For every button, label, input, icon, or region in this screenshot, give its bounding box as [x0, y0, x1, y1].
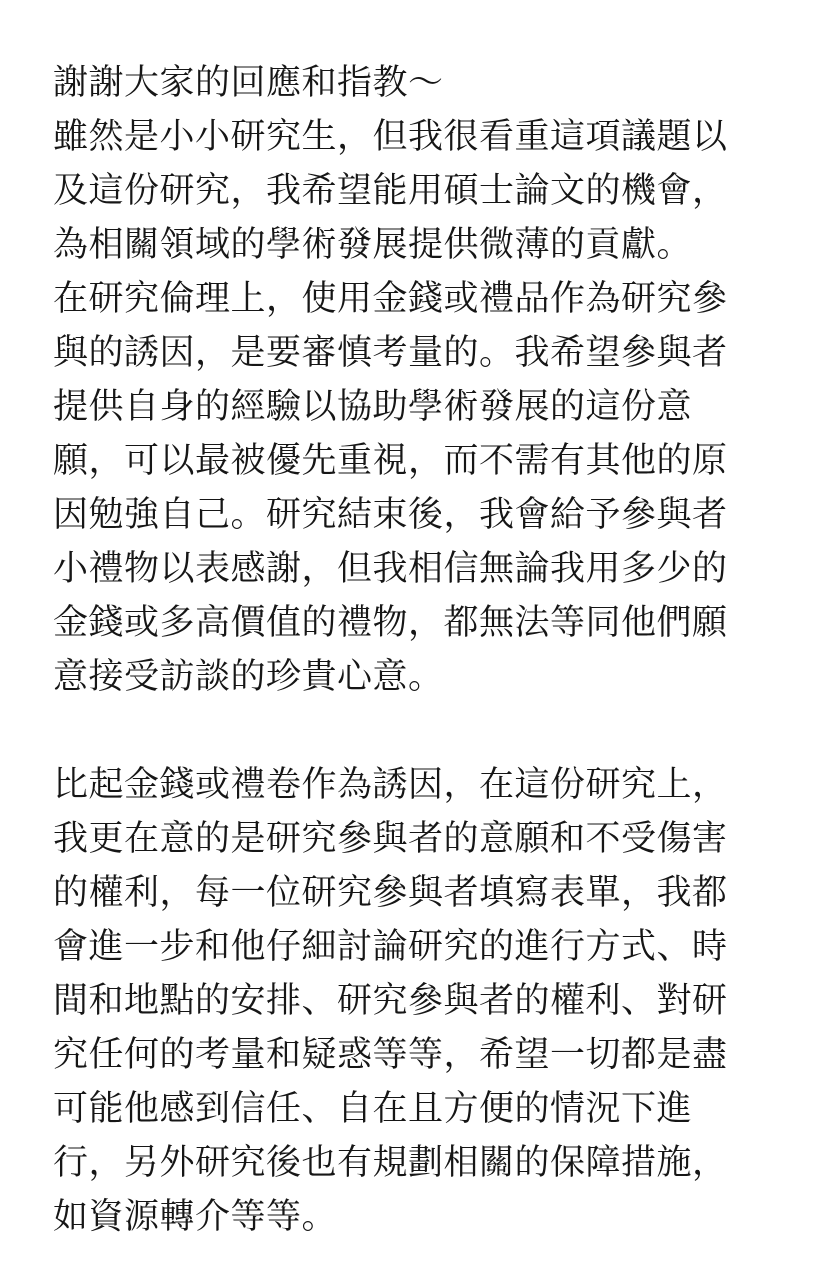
text-line: 如資源轉介等等。 — [53, 1197, 338, 1237]
text-line: 究任何的考量和疑惑等等，希望一切都是盡 — [53, 1035, 728, 1075]
text-line: 小禮物以表感謝，但我相信無論我用多少的 — [53, 549, 728, 589]
text-line: 願，可以最被優先重視，而不需有其他的原 — [53, 441, 728, 481]
text-line: 金錢或多高價值的禮物，都無法等同他們願 — [53, 603, 728, 643]
text-line: 因勉強自己。研究結束後，我會給予參與者 — [53, 495, 728, 535]
text-line: 行，另外研究後也有規劃相關的保障措施， — [53, 1143, 728, 1183]
text-line: 意接受訪談的珍貴心意。 — [53, 657, 444, 697]
text-line: 的權利，每一位研究參與者填寫表單，我都 — [53, 873, 728, 913]
paragraph-2 — [53, 758, 773, 1244]
text-line: 為相關領域的學術發展提供微薄的貢獻。 — [53, 225, 693, 265]
text-line: 提供自身的經驗以協助學術發展的這份意 — [53, 387, 693, 427]
text-line: 會進一步和他仔細討論研究的進行方式、時 — [53, 927, 728, 967]
text-line: 可能他感到信任、自在且方便的情況下進 — [53, 1089, 693, 1129]
paragraph-1 — [53, 56, 773, 704]
text-line: 及這份研究，我希望能用碩士論文的機會， — [53, 171, 728, 211]
text-line: 與的誘因，是要審慎考量的。我希望參與者 — [53, 333, 728, 373]
message-body — [53, 56, 773, 1244]
paragraph-gap — [53, 704, 773, 758]
text-line: 間和地點的安排、研究參與者的權利、對研 — [53, 981, 728, 1021]
text-line: 我更在意的是研究參與者的意願和不受傷害 — [53, 819, 728, 859]
text-line: 謝謝大家的回應和指教～ — [53, 63, 444, 103]
text-line: 在研究倫理上，使用金錢或禮品作為研究參 — [53, 279, 728, 319]
text-line: 雖然是小小研究生，但我很看重這項議題以 — [53, 117, 728, 157]
text-line: 比起金錢或禮卷作為誘因，在這份研究上， — [53, 765, 728, 805]
